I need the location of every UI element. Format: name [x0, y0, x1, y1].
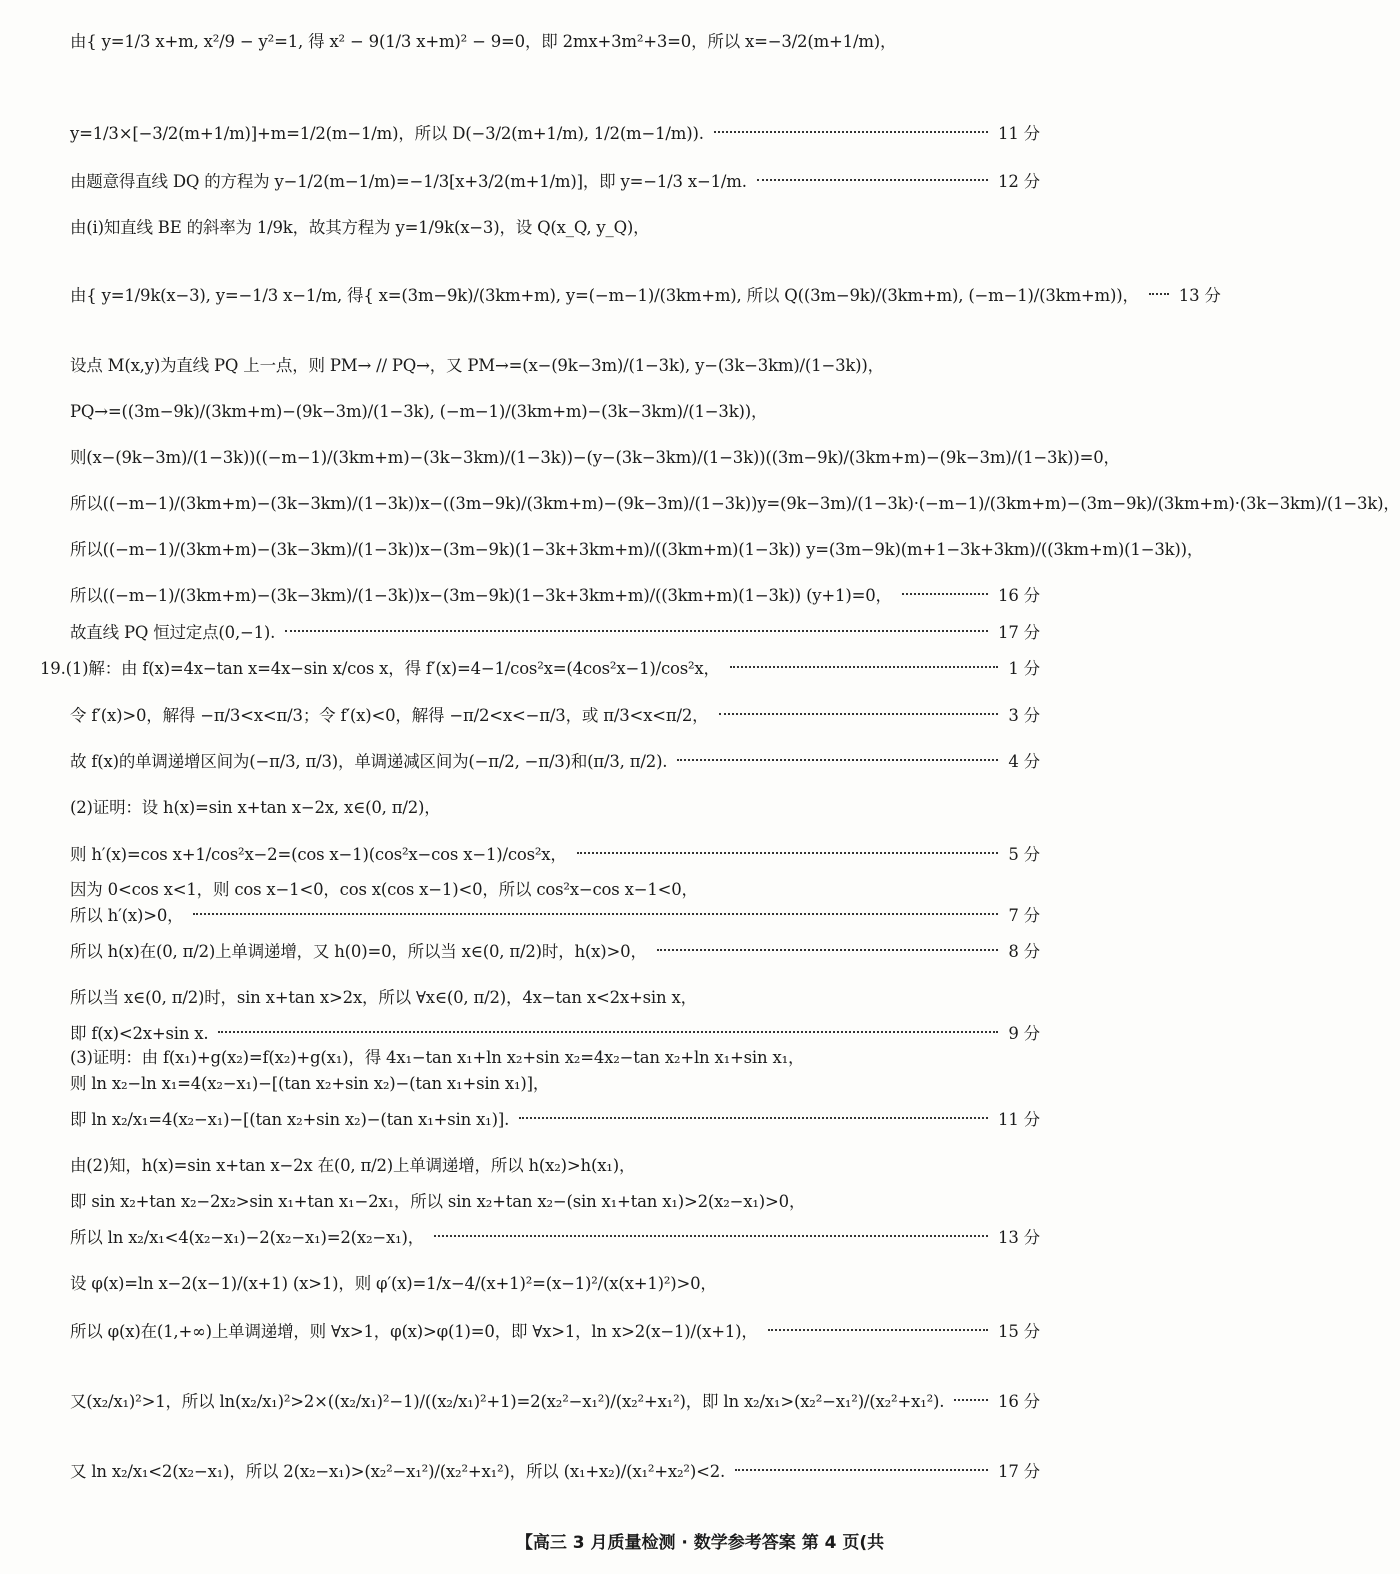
solution-line: [70, 536, 1204, 560]
solution-line: [70, 841, 1040, 865]
solution-line: [70, 748, 1040, 772]
solution-text: 则 h′(x)=cos x+1/cos²x−2=(cos x−1)(cos²x−cos x−1)/cos²x，: [70, 845, 567, 864]
solution-text: 所以((−m−1)/(3km+m)−(3k−3km)/(1−3k))x−(3m−9k)(1−3k+3km+m)/((3km+m)(1−3k)) (y+1)=0，: [70, 586, 892, 605]
solution-text: 则 ln x₂−ln x₁=4(x₂−x₁)−[(tan x₂+sin x₂)−(tan x₁+sin x₁)]，: [70, 1074, 550, 1093]
dot-leader: [735, 1469, 988, 1471]
solution-line: [70, 876, 1040, 900]
dot-leader: [757, 179, 988, 181]
score-label: 8 分: [1008, 942, 1040, 961]
solution-line: [70, 444, 1120, 468]
solution-text: 故 f(x)的单调递增区间为(−π/3, π/3)，单调递减区间为(−π/2, −π/3)和(π/3, π/2).: [70, 752, 668, 771]
score-label: 7 分: [1008, 906, 1040, 925]
dot-leader: [218, 1031, 998, 1033]
solution-text: 故直线 PQ 恒过定点(0,−1).: [70, 623, 276, 642]
dot-leader: [902, 593, 988, 595]
dot-leader: [768, 1329, 988, 1331]
score-label: 1 分: [1008, 659, 1040, 678]
solution-line: [70, 398, 1040, 422]
solution-text: 即 f(x)<2x+sin x.: [70, 1024, 209, 1043]
score-label: 4 分: [1008, 752, 1040, 771]
dot-leader: [657, 949, 999, 951]
solution-line: [70, 938, 1040, 962]
solution-line: [70, 1106, 1040, 1130]
solution-text: 由{ y=1/3 x+m, x²/9 − y²=1, 得 x² − 9(1/3 x+m)² − 9=0，即 2mx+3m²+3=0，所以 x=−3/2(m+1/m)，: [70, 32, 897, 51]
solution-text: 即 sin x₂+tan x₂−2x₂>sin x₁+tan x₁−2x₁，所以 sin x₂+tan x₂−(sin x₁+tan x₁)>2(x₂−x₁)>0，: [70, 1192, 806, 1211]
score-label: 12 分: [998, 172, 1040, 191]
dot-leader: [719, 713, 999, 715]
solution-line: [70, 619, 1040, 643]
dot-leader: [954, 1399, 988, 1401]
solution-text: 令 f′(x)>0，解得 −π/3<x<π/3；令 f′(x)<0，解得 −π/2<x<−π/3，或 π/3<x<π/2，: [70, 706, 709, 725]
solution-line: [70, 1458, 1040, 1482]
solution-line: [70, 214, 1040, 238]
score-label: 11 分: [998, 124, 1040, 143]
solution-text: 所以 φ(x)在(1,+∞)上单调递增，则 ∀x>1，φ(x)>φ(1)=0，即 ∀x>1，ln x>2(x−1)/(x+1)，: [70, 1322, 758, 1341]
solution-text: 所以((−m−1)/(3km+m)−(3k−3km)/(1−3k))x−((3m−9k)/(3km+m)−(9k−3m)/(1−3k))y=(9k−3m)/(1−3k)·(−m−1)/(3km+m)−(3m−9k)/(3km+m)·(3k−3km)/(1−3k)，: [70, 494, 1400, 513]
solution-text: 所以((−m−1)/(3km+m)−(3k−3km)/(1−3k))x−(3m−9k)(1−3k+3km+m)/((3km+m)(1−3k)) y=(3m−9k)(m+1−3k+3km)/((3km+m)(1−3k))，: [70, 540, 1204, 559]
solution-text: 所以 h′(x)>0，: [70, 906, 184, 925]
solution-text: 由题意得直线 DQ 的方程为 y−1/2(m−1/m)=−1/3[x+3/2(m+1/m)]，即 y=−1/3 x−1/m.: [70, 172, 747, 191]
solution-line: [70, 582, 1040, 606]
solution-line: [70, 1070, 1040, 1094]
dot-leader: [285, 630, 988, 632]
dot-leader: [730, 666, 999, 668]
solution-text: 由(2)知，h(x)=sin x+tan x−2x 在(0, π/2)上单调递增，所以 h(x₂)>h(x₁)，: [70, 1156, 636, 1175]
solution-text: 则(x−(9k−3m)/(1−3k))((−m−1)/(3km+m)−(3k−3km)/(1−3k))−(y−(3k−3km)/(1−3k))((3m−9k)/(3km+m)−(9k−3m)/(1−3k))=0，: [70, 448, 1120, 467]
solution-text: 因为 0<cos x<1，则 cos x−1<0，cos x(cos x−1)<0，所以 cos²x−cos x−1<0，: [70, 880, 698, 899]
solution-text: 即 ln x₂/x₁=4(x₂−x₁)−[(tan x₂+sin x₂)−(tan x₁+sin x₁)].: [70, 1110, 510, 1129]
solution-text: 所以 ln x₂/x₁<4(x₂−x₁)−2(x₂−x₁)=2(x₂−x₁)，: [70, 1228, 425, 1247]
solution-line: [70, 1388, 1040, 1412]
score-label: 9 分: [1008, 1024, 1040, 1043]
page-footer: 【高三 3 月质量检测 · 数学参考答案 第 4 页(共: [515, 1533, 885, 1553]
solution-text: 所以当 x∈(0, π/2)时，sin x+tan x>2x，所以 ∀x∈(0, π/2)，4x−tan x<2x+sin x，: [70, 988, 697, 1007]
solution-line: [70, 1044, 1040, 1068]
solution-text: y=1/3×[−3/2(m+1/m)]+m=1/2(m−1/m)，所以 D(−3/2(m+1/m), 1/2(m−1/m)).: [70, 124, 704, 143]
score-label: 13 分: [998, 1228, 1040, 1247]
score-label: 3 分: [1008, 706, 1040, 725]
score-label: 16 分: [998, 586, 1040, 605]
score-label: 16 分: [998, 1392, 1040, 1411]
solution-line: [70, 984, 1040, 1008]
score-label: 13 分: [1178, 286, 1221, 305]
solution-line: [70, 1224, 1040, 1248]
solution-line: [70, 1020, 1040, 1044]
solution-text: 设点 M(x,y)为直线 PQ 上一点，则 PM→ // PQ→，又 PM→=(x−(9k−3m)/(1−3k), y−(3k−3km)/(1−3k))，: [70, 356, 884, 375]
score-label: 15 分: [998, 1322, 1040, 1341]
solution-line: [70, 1188, 1040, 1212]
solution-line: [70, 352, 1040, 376]
solution-line: [70, 168, 1040, 192]
solution-line: [70, 28, 1040, 52]
dot-leader: [434, 1235, 988, 1237]
solution-text: (2)证明：设 h(x)=sin x+tan x−2x, x∈(0, π/2)，: [70, 798, 441, 817]
solution-line: [70, 490, 1400, 514]
solution-line: [70, 1152, 1040, 1176]
score-label: 17 分: [998, 1462, 1040, 1481]
dot-leader: [193, 913, 998, 915]
solution-text: (3)证明：由 f(x₁)+g(x₂)=f(x₂)+g(x₁)，得 4x₁−tan x₁+ln x₂+sin x₂=4x₂−tan x₂+ln x₁+sin x₁，: [70, 1048, 805, 1067]
solution-line: [70, 282, 1221, 306]
solution-text: 设 φ(x)=ln x−2(x−1)/(x+1) (x>1)，则 φ′(x)=1/x−4/(x+1)²=(x−1)²/(x(x+1)²)>0，: [70, 1274, 717, 1293]
score-label: 11 分: [998, 1110, 1040, 1129]
dot-leader: [577, 852, 999, 854]
solution-text: 又(x₂/x₁)²>1，所以 ln(x₂/x₁)²>2×((x₂/x₁)²−1)/((x₂/x₁)²+1)=2(x₂²−x₁²)/(x₂²+x₁²)，即 ln x₂/x₁>(x₂²−x₁²)/(x₂²+x₁²).: [70, 1392, 945, 1411]
dot-leader: [519, 1117, 988, 1119]
solution-line: [70, 902, 1040, 926]
score-label: 5 分: [1008, 845, 1040, 864]
solution-text: 19.(1)解：由 f(x)=4x−tan x=4x−sin x/cos x，得 f′(x)=4−1/cos²x=(4cos²x−1)/cos²x，: [40, 659, 720, 678]
solution-line: [40, 655, 1040, 679]
dot-leader: [677, 759, 998, 761]
solution-text: 所以 h(x)在(0, π/2)上单调递增，又 h(0)=0，所以当 x∈(0, π/2)时，h(x)>0，: [70, 942, 647, 961]
solution-text: 又 ln x₂/x₁<2(x₂−x₁)，所以 2(x₂−x₁)>(x₂²−x₁²)/(x₂²+x₁²)，所以 (x₁+x₂)/(x₁²+x₂²)<2.: [70, 1462, 726, 1481]
dot-leader: [1149, 293, 1169, 295]
solution-line: [70, 120, 1040, 144]
solution-text: 由(ⅰ)知直线 BE 的斜率为 1/9k，故其方程为 y=1/9k(x−3)，设 Q(x_Q, y_Q)，: [70, 218, 650, 237]
solution-line: [70, 794, 1040, 818]
solution-text: 由{ y=1/9k(x−3), y=−1/3 x−1/m, 得{ x=(3m−9k)/(3km+m), y=(−m−1)/(3km+m), 所以 Q((3m−9k)/(3km+m), (−m−1)/(3km+m))，: [70, 286, 1139, 305]
score-label: 17 分: [998, 623, 1040, 642]
dot-leader: [714, 131, 988, 133]
solution-line: [70, 1318, 1040, 1342]
solution-text: PQ→=((3m−9k)/(3km+m)−(9k−3m)/(1−3k), (−m−1)/(3km+m)−(3k−3km)/(1−3k))，: [70, 402, 768, 421]
solution-line: [70, 1270, 1040, 1294]
solution-line: [70, 702, 1040, 726]
